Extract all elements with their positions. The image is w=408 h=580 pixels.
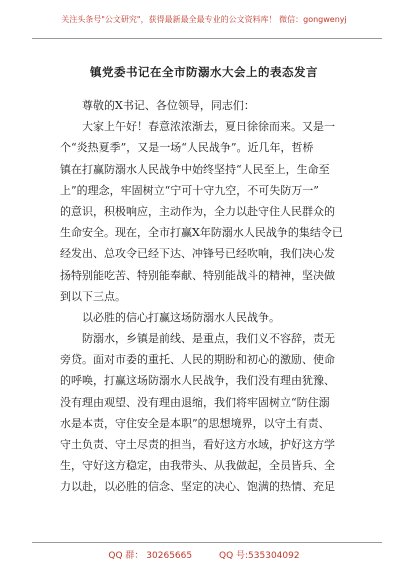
footer-qq-group: QQ 群： 30265665 bbox=[108, 551, 193, 561]
body-line: 的意识，积极响应，主动作为，全力以赴守住人民群众的 bbox=[60, 204, 335, 218]
body-line: 生命安全。现在，全市打赢X年防溺水人民战争的集结令已 bbox=[60, 226, 343, 240]
body-line: 经发出、总攻令已经下达、冲锋号已经吹响，我们决心发 bbox=[60, 247, 335, 261]
body-line: 生，守好这方稳定，由我带头、从我做起，全员皆兵、全 bbox=[60, 459, 335, 473]
body-line: 个“炎热夏季”，又是一场“人民战争”。近几年，哲桥 bbox=[60, 141, 314, 155]
section-heading: 以必胜的信心打赢这场防溺水人民战争。 bbox=[60, 310, 280, 324]
body-line: 到以下三点。 bbox=[60, 289, 126, 303]
footer-divider bbox=[32, 542, 382, 543]
page-header-promo: 关注头条号"公文研究"，获得最新最全最专业的公文资料库！ 微信：gongwenyj bbox=[61, 15, 347, 24]
body-line: 上”的理念，牢固树立“宁可十守九空，不可失防万一” bbox=[60, 183, 319, 197]
page-footer bbox=[0, 548, 408, 561]
body-line: 力以赴，以必胜的信念、坚定的决心、饱满的热情、充足 bbox=[60, 480, 335, 494]
body-line: 尊敬的X书记、各位领导，同志们： bbox=[60, 99, 255, 112]
body-line: 的呼唤，打赢这场防溺水人民战争，我们没有理由犹豫、 bbox=[60, 374, 335, 388]
body-line: 防溺水，乡镇是前线、是重点，我们义不容辞，责无 bbox=[60, 332, 335, 346]
footer-qq-number: QQ 号:535304092 bbox=[218, 551, 300, 561]
body-line: 没有理由观望、没有理由退缩，我们将牢固树立“防住溺 bbox=[60, 395, 330, 409]
body-line: 扬特别能吃苦、特别能奉献、特别能战斗的精神，坚决做 bbox=[60, 268, 335, 282]
header-divider bbox=[32, 38, 382, 39]
body-line: 旁贷。面对市委的重托、人民的期盼和初心的激励、使命 bbox=[60, 353, 335, 367]
body-line: 水是本责，守住安全是本职”的思想境界，以守土有责、 bbox=[60, 416, 330, 430]
body-line: 守土负责、守土尽责的担当，看好这方水域，护好这方学 bbox=[60, 438, 335, 451]
body-line: 镇在打赢防溺水人民战争中始终坚持“人民至上，生命至 bbox=[60, 162, 330, 176]
body-line: 大家上午好！春意浓浓渐去，夏日徐徐而来。又是一 bbox=[60, 120, 335, 134]
document-title: 镇党委书记在全市防溺水大会上的表态发言 bbox=[90, 65, 318, 79]
document-body bbox=[60, 95, 360, 498]
